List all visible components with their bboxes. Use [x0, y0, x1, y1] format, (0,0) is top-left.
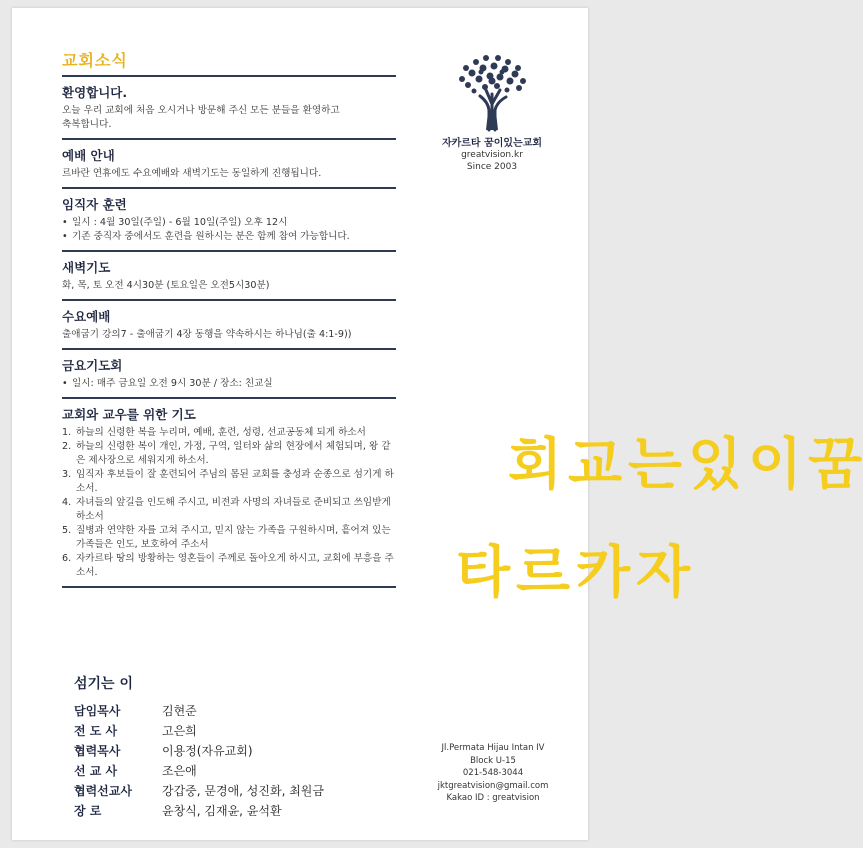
bulletin-page — [12, 8, 863, 840]
staff-list — [74, 701, 394, 821]
prayer-text: 하늘의 신령한 복을 누리며, 예배, 훈련, 성령, 선교공동체 되게 하소서 — [76, 427, 366, 438]
logo-website: greatvision.kr — [461, 150, 523, 160]
prayer-item — [62, 426, 396, 440]
address-line1: Jl.Permata Hijau Intan IV — [441, 743, 545, 753]
section-body — [62, 426, 396, 580]
vertical-title-col2: 꿈이있는교회 — [498, 434, 863, 486]
prayer-number: 1. — [62, 427, 72, 438]
staff-role: 선 교 사 — [74, 764, 118, 778]
section-title: 새벽기도 — [62, 260, 111, 275]
news-sections — [62, 77, 396, 588]
prayer-text: 자녀들의 앞길을 인도해 주시고, 비전과 사명의 자녀들로 준비되고 쓰임받게 하소서 — [76, 497, 391, 522]
staff-row — [74, 801, 394, 821]
prayer-number: 2. — [62, 441, 72, 452]
prayer-item — [62, 552, 396, 580]
section-title: 금요기도회 — [62, 358, 123, 373]
staff-role: 협력목사 — [74, 744, 121, 758]
section-title: 임직자 훈련 — [62, 197, 127, 212]
news-section — [62, 189, 396, 252]
prayer-item — [62, 524, 396, 552]
news-section — [62, 140, 396, 189]
section-line: 축복합니다. — [62, 119, 112, 130]
staff-role: 협력선교사 — [74, 784, 132, 798]
staff-role: 담임목사 — [74, 704, 121, 718]
staff-row — [74, 701, 394, 721]
prayer-text: 자카르타 땅의 방황하는 영혼들이 주께로 돌아오게 하시고, 교회에 부흥을 주소서. — [76, 553, 394, 578]
staff-name: 조은애 — [162, 764, 197, 778]
section-title: 수요예배 — [62, 309, 111, 324]
prayer-number: 4. — [62, 497, 72, 508]
staff-row — [74, 741, 394, 761]
tree-icon — [452, 52, 532, 132]
news-section — [62, 399, 396, 588]
section-body — [62, 167, 396, 181]
bullet-item: • 일시: 매주 금요일 오전 9시 30분 / 장소: 친교실 — [62, 377, 396, 391]
staff-role: 장 로 — [74, 804, 102, 818]
staff-name: 강갑중, 문경애, 성진화, 최원금 — [162, 784, 324, 798]
staff-section — [74, 673, 394, 821]
kakao-id: Kakao ID : greatvision — [446, 793, 540, 803]
bullet-item: • 일시 : 4월 30일(주일) - 6월 10일(주일) 오후 12시 — [62, 216, 396, 230]
prayer-text: 질병과 연약한 자를 고쳐 주시고, 믿지 않는 가족을 구원하시며, 흩어져 있는 가족들은 인도, 보호하여 주소서 — [76, 525, 391, 550]
section-body — [62, 104, 396, 132]
news-section — [62, 350, 396, 399]
prayer-item — [62, 440, 396, 468]
address-line2: Block U-15 — [470, 755, 516, 766]
section-body — [62, 279, 396, 293]
section-line: 출애굽기 강의7 - 출애굽기 4장 동행을 약속하시는 하나님(출 4:1-9)) — [62, 329, 352, 340]
section-body — [62, 216, 396, 244]
staff-name: 김현준 — [162, 704, 197, 718]
email-link[interactable]: jktgreatvision@gmail.com — [437, 780, 549, 791]
prayer-text: 하늘의 신령한 복이 개인, 가정, 구역, 일터와 삶의 현장에서 체험되며, 왕 같은 제사장으로 세워지게 하소서. — [76, 441, 391, 466]
prayer-item — [62, 496, 396, 524]
staff-title: 섬기는 이 — [74, 676, 133, 692]
staff-name: 이용정(자유교회) — [162, 744, 253, 758]
staff-row — [74, 761, 394, 781]
section-title: 환영합니다. — [62, 85, 128, 100]
news-column — [62, 48, 396, 588]
prayer-text: 임직자 후보들이 잘 훈련되어 주님의 몸된 교회를 충성과 순종으로 섬기게 하소서. — [76, 469, 394, 494]
phone-number: 021-548-3044 — [462, 768, 524, 778]
page-title: 교회소식 — [62, 48, 396, 77]
section-line: 오늘 우리 교회에 처음 오시거나 방문해 주신 모든 분들을 환영하고 — [62, 105, 340, 116]
news-section — [62, 77, 396, 140]
section-body — [62, 377, 396, 391]
news-section — [62, 301, 396, 350]
prayer-number: 3. — [62, 469, 72, 480]
section-body — [62, 328, 396, 342]
vertical-title-col1: 자카르타 — [446, 542, 691, 594]
section-line: 화, 목, 토 오전 4시30분 (토요일은 오전5시30분) — [62, 280, 270, 291]
staff-name: 고은희 — [162, 724, 197, 738]
section-title: 교회와 교우를 위한 기도 — [62, 407, 196, 422]
logo-church-name: 자카르타 꿈이있는교회 — [441, 138, 543, 149]
staff-name: 윤창식, 김재윤, 윤석환 — [162, 804, 282, 818]
prayer-item — [62, 468, 396, 496]
section-line: 르바란 연휴에도 수요예배와 새벽기도는 동일하게 진행됩니다. — [62, 168, 322, 179]
section-title: 예배 안내 — [62, 148, 115, 163]
prayer-number: 6. — [62, 553, 72, 564]
news-section — [62, 252, 396, 301]
prayer-number: 5. — [62, 525, 72, 536]
staff-row — [74, 781, 394, 801]
bullet-item: • 기존 중직자 중에서도 훈련을 원하시는 분은 함께 참여 가능합니다. — [62, 230, 396, 244]
contact-info — [420, 742, 566, 805]
logo-since: Since 2003 — [466, 162, 518, 172]
staff-role: 전 도 사 — [74, 724, 118, 738]
church-logo — [432, 52, 552, 173]
staff-row — [74, 721, 394, 741]
